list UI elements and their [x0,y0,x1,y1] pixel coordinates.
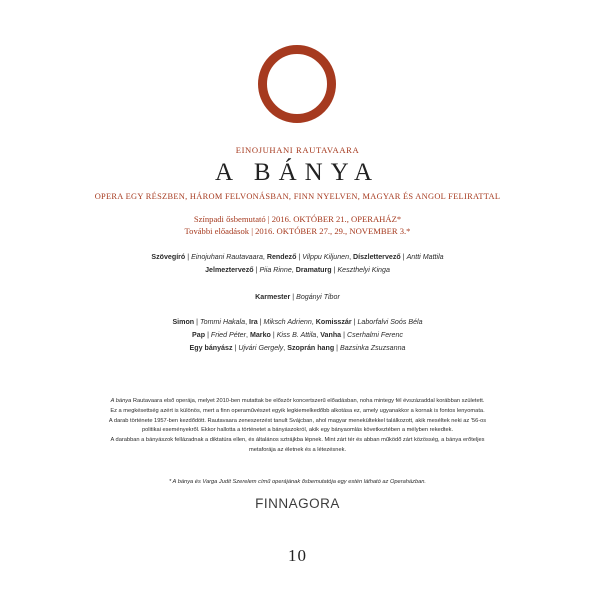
credit-name: Einojuhani Rautavaara [191,253,263,261]
cast-role: Ira [249,318,258,326]
credit-name: Piia Rinne [259,266,292,274]
description-line: A bánya Rautavaara első operája, melyet 2010-ben mutattak be először koncertszerű előadásban, noha mintegy fél évszázaddal korábban született. [110,398,485,404]
description-italic-title: A bánya [110,398,132,404]
further-performances-line: További előadások | 2016. OKTÓBER 27., 29., NOVEMBER 3.* [184,226,411,236]
credit-role: Dramaturg [295,266,332,274]
cast-name: Tommi Hakala [199,318,246,326]
cast-name: Ujvári Gergely [238,344,284,352]
ring-logo-icon [258,45,336,123]
premiere-line: Színpadi ősbemutató | 2016. OKTÓBER 21., OPERAHÁZ* [193,214,402,224]
page-number: 10 [288,546,307,565]
cast-role: Egy bányász [189,344,233,352]
cast-role: Komisszár [315,318,352,326]
cast-role: Pap [192,331,206,339]
cast-name: Fried Péter [210,331,246,339]
cast-name: Laborfalvi Soós Béla [357,318,423,326]
credit-role: Szövegíró [151,253,186,261]
credit-role: Díszlettervező [353,253,401,261]
credit-name: Antti Mattila [406,253,444,261]
cast-name: Cserhalmi Ferenc [346,331,403,339]
composer-name: EINOJUHANI RAUTAVAARA [235,145,360,155]
finnagora-logo: FINNAGORA [255,496,340,511]
creative-team [0,251,595,277]
cast-role: Marko [249,331,271,339]
cast-row: Simon | Tommi Hakala, Ira | Miksch Adrienn, Komisszár | Laborfalvi Soós Béla [172,318,423,326]
credit-row: Jelmeztervező | Piia Rinne, Dramaturg | Keszthelyi Kinga [205,266,390,274]
description-paragraph [0,397,595,456]
credit-name: Bogányi Tibor [296,293,340,301]
description-line: A darab története 1957-ben kezdődött. Rautavaara zeneszerzést tanult Svájcban, ahol magyar menekültekkel találkozott, akik meséltek neki az '56-os [108,417,487,424]
footnote: * A bánya és Varga Judit Szerelem című operájának ősbemutatója egy estén látható az Operaházban. [168,479,427,485]
description-line: A darabban a bányászok fellázadnak a diktatúra ellen, és általános sztrájkba lépnek. Mint zárt tér és abban működő zárt közösség, a bánya erőteljes [110,437,485,444]
cast-role: Szoprán hang [287,344,335,352]
opera-subtitle: OPERA EGY RÉSZBEN, HÁROM FELVONÁSBAN, FINN NYELVEN, MAGYAR ÉS ANGOL FELIRATTAL [94,192,501,201]
credit-name: Keszthelyi Kinga [337,266,390,274]
description-line: metaforája az életnek és a létezésnek. [248,446,347,453]
cast-name: Bazsinka Zsuzsanna [340,344,406,352]
cast-role: Vanha [320,331,342,339]
credit-role: Karmester [255,293,291,301]
cast-role: Simon [172,318,195,326]
credit-role: Jelmeztervező [205,266,254,274]
cast-list [0,316,595,355]
conductor-credit: Karmester | Bogányi Tibor [255,293,340,301]
credit-row: Szövegíró | Einojuhani Rautavaara, Rendező | Vilppu Kiljunen, Díszlettervező | Antti Mattila [151,253,444,261]
description-line: Ez a megkésettség azért is különös, mert a finn operaművészet egyik legkiemelkedőbb alkotása ez, amely ugyanakkor a kornak is fontos lenyomata. [110,407,485,414]
description-line: politikai eseményekről. Ekkor hallotta a történetet a bányászokról, akik egy bányaomlás következtében a mélyben rekedtek. [141,427,454,434]
page-title: A BÁNYA [214,159,381,186]
credit-name: Vilppu Kiljunen [302,253,350,261]
cast-row: Egy bányász | Ujvári Gergely, Szoprán hang | Bazsinka Zsuzsanna [189,344,406,352]
cast-name: Miksch Adrienn [263,318,312,326]
premiere-info [0,213,595,237]
cast-name: Kiss B. Attila [276,331,317,339]
cast-row: Pap | Fried Péter, Marko | Kiss B. Attila, Vanha | Cserhalmi Ferenc [192,331,403,339]
credit-role: Rendező [266,253,297,261]
